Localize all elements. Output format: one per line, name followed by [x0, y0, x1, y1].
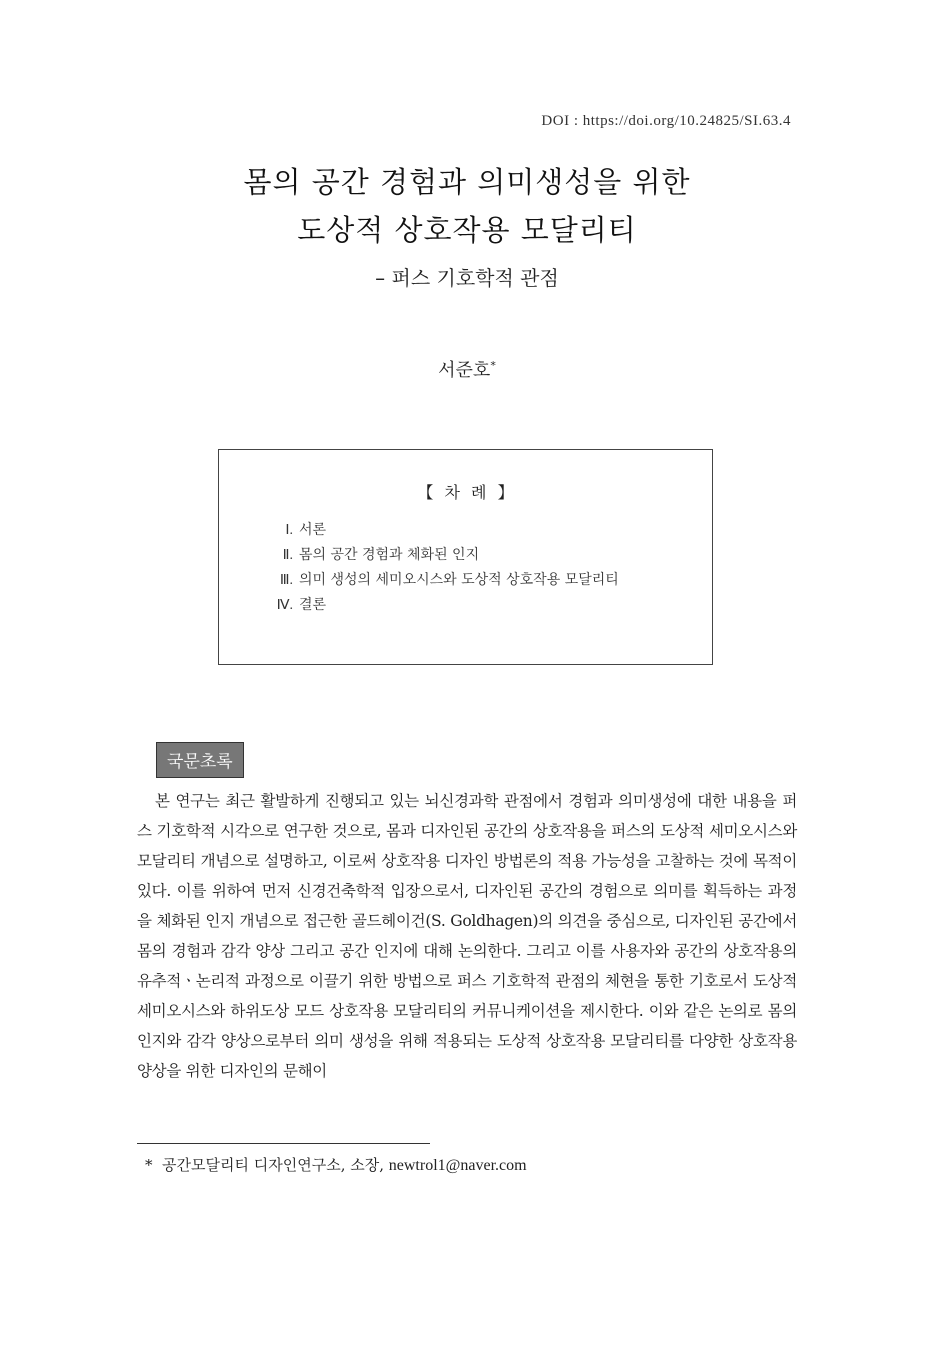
- toc-item[interactable]: [265, 518, 619, 543]
- paper-title-line-1: 몸의 공간 경험과 의미생성을 위한: [243, 165, 691, 199]
- toc-item-number: Ⅰ.: [285, 523, 293, 538]
- footnote-divider: [137, 1143, 430, 1144]
- toc-item-label: 결론: [299, 597, 327, 613]
- abstract-body: 본 연구는 최근 활발하게 진행되고 있는 뇌신경과학 관점에서 경험과 의미생성에 대한 내용을 퍼스 기호학적 시각으로 연구한 것으로, 몸과 디자인된 공간의 상호작용을 퍼스의 도상적 세미오시스와 모달리티 개념으로 설명하고, 이로써 상호작용 디자인 방법론의 적용 가능성을 고찰하는 것에 목적이 있다. 이를 위하여 먼저 신경건축학적 입장으로서, 디자인된 공간의 경험으로 의미를 획득하는 과정을 체화된 인지 개념으로 접근한 골드헤이건(S. Goldhagen)의 의견을 중심으로, 디자인된 공간에서 몸의 경험과 감각 양상 그리고 공간 인지에 대해 논의한다. 그리고 이를 사용자와 공간의 상호작용의 유추적ㆍ논리적 과정으로 이끌기 위한 방법으로 퍼스 기호학적 관점의 체현을 통한 기호로서 도상적 세미오시스와 하위도상 모드 상호작용 모달리티의 커뮤니케이션을 제시한다. 이와 같은 논의로 몸의 인지와 감각 양상으로부터 의미 생성을 위해 적용되는 도상적 상호작용 모달리티를 다양한 상호작용 양상을 위한 디자인의 문해이: [137, 792, 797, 1080]
- footnote-email[interactable]: newtrol1@naver.com: [388, 1157, 527, 1174]
- toc-item[interactable]: [265, 568, 619, 593]
- author-footnote-mark[interactable]: *: [490, 359, 496, 372]
- toc-item[interactable]: [265, 543, 619, 568]
- toc-item-label: 서론: [299, 522, 327, 538]
- toc-list: [265, 518, 619, 618]
- paper-title-line-2: 도상적 상호작용 모달리티: [297, 213, 637, 247]
- table-of-contents: [218, 449, 713, 665]
- footnote-affiliation: 공간모달리티 디자인연구소, 소장,: [162, 1156, 384, 1174]
- toc-item-number: Ⅱ.: [282, 548, 293, 563]
- toc-heading: 【 차 례 】: [417, 483, 514, 502]
- toc-item[interactable]: [265, 593, 619, 618]
- paper-subtitle: – 퍼스 기호학적 관점: [375, 266, 559, 290]
- abstract-section-label: 국문초록: [156, 742, 244, 778]
- author-name: [0, 356, 934, 382]
- footnote-mark: *: [145, 1156, 153, 1174]
- toc-item-label: 의미 생성의 세미오시스와 도상적 상호작용 모달리티: [299, 572, 619, 588]
- doi-line[interactable]: DOI : https://doi.org/10.24825/SI.63.4: [541, 113, 791, 129]
- toc-item-number: Ⅳ.: [276, 598, 293, 613]
- toc-item-number: Ⅲ.: [279, 573, 293, 588]
- author-name-text: 서준호: [438, 360, 491, 381]
- author-footnote: [145, 1154, 527, 1175]
- toc-item-label: 몸의 공간 경험과 체화된 인지: [299, 547, 480, 563]
